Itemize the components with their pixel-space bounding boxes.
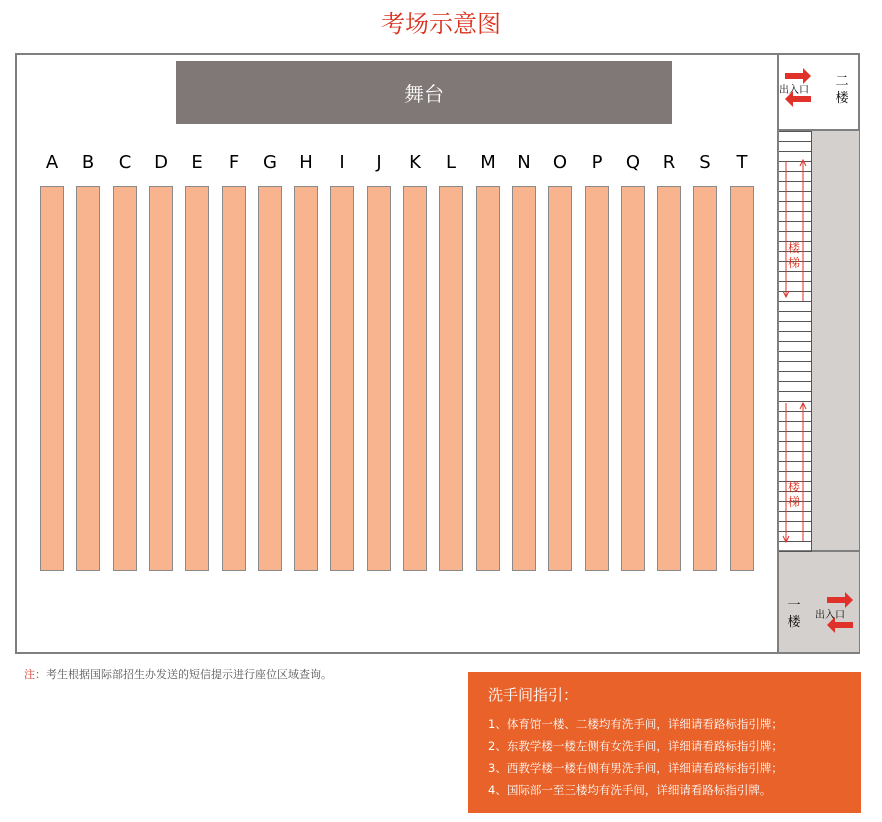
seat-column-r [657, 186, 681, 571]
footnote-text: 考生根据国际部招生办发送的短信提示进行座位区域查询。 [46, 668, 332, 681]
seat-column-d [149, 186, 173, 571]
column-label-e: E [191, 152, 203, 173]
column-label-s: S [699, 152, 711, 173]
page-title: 考场示意图 [381, 10, 501, 38]
first-floor-label: 一 楼 [787, 598, 801, 630]
seat-column-b [76, 186, 100, 571]
seat-column-m [476, 186, 500, 571]
seat-column-j [367, 186, 391, 571]
seat-column-q [621, 186, 645, 571]
column-label-a: A [45, 152, 59, 173]
restroom-guide-item: 4、国际部一至三楼均有洗手间，详细请看路标指引牌。 [488, 783, 772, 797]
column-label-c: C [118, 152, 132, 173]
column-label-o: O [552, 152, 568, 173]
stairs-label-upper: 楼 梯 [787, 241, 800, 270]
seat-column-t [730, 186, 754, 571]
seat-column-n [512, 186, 536, 571]
column-label-q: Q [625, 152, 641, 173]
seat-column-e [185, 186, 209, 571]
column-label-d: D [154, 152, 168, 173]
restroom-guide-item: 1、体育馆一楼、二楼均有洗手间，详细请看路标指引牌； [488, 717, 783, 731]
column-label-g: G [263, 152, 277, 173]
seat-column-g [258, 186, 282, 571]
seat-column-l [439, 186, 463, 571]
column-label-k: K [409, 152, 421, 173]
seat-column-a [40, 186, 64, 571]
column-label-j: J [376, 152, 382, 173]
column-label-l: L [445, 152, 457, 173]
seat-column-h [294, 186, 318, 571]
seat-column-c [113, 186, 137, 571]
seat-column-f [222, 186, 246, 571]
seat-column-k [403, 186, 427, 571]
exit-label-top: 出入口 [779, 85, 809, 96]
restroom-guide-item: 3、西教学楼一楼右侧有男洗手间，详细请看路标指引牌； [488, 761, 783, 775]
seat-column-o [548, 186, 572, 571]
seat-column-i [330, 186, 354, 571]
footnote-prefix: 注： [24, 668, 46, 681]
stairs-label-lower: 楼 梯 [787, 480, 800, 509]
column-label-m: M [480, 152, 496, 173]
column-label-i: I [339, 152, 345, 173]
restroom-guide-title: 洗手间指引： [488, 686, 579, 704]
stage: 舞台 [176, 61, 672, 124]
exit-label-bottom: 出入口 [815, 610, 845, 621]
seat-column-s [693, 186, 717, 571]
column-label-t: T [736, 152, 748, 173]
column-label-r: R [662, 152, 676, 173]
column-label-p: P [591, 152, 603, 173]
corridor [812, 131, 859, 552]
column-label-h: H [299, 152, 313, 173]
seat-column-p [585, 186, 609, 571]
restroom-guide [468, 672, 861, 813]
second-floor-label: 二 楼 [835, 74, 849, 106]
column-label-f: F [228, 152, 240, 173]
column-label-b: B [81, 152, 95, 173]
footnote [24, 666, 332, 682]
column-label-n: N [517, 152, 531, 173]
restroom-guide-item: 2、东教学楼一楼左侧有女洗手间，详细请看路标指引牌； [488, 739, 783, 753]
